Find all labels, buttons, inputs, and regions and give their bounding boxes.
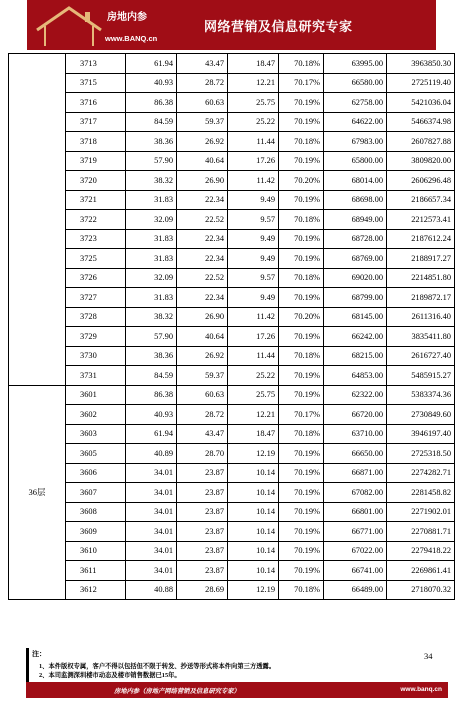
area-inner-cell: 40.64 [177, 327, 228, 347]
notes-section [26, 648, 421, 682]
header-banner [27, 0, 436, 50]
table-row [9, 561, 455, 581]
area-total-cell: 40.93 [126, 405, 177, 425]
unit-price-cell: 68014.00 [324, 171, 387, 191]
unit-code-cell: 3602 [66, 405, 126, 425]
area-shared-cell: 25.75 [228, 93, 279, 113]
usage-rate-cell: 70.18% [279, 268, 324, 288]
area-total-cell: 34.01 [126, 463, 177, 483]
area-inner-cell: 23.87 [177, 483, 228, 503]
unit-price-cell: 66650.00 [324, 444, 387, 464]
usage-rate-cell: 70.18% [279, 346, 324, 366]
area-shared-cell: 12.19 [228, 444, 279, 464]
unit-price-cell: 67082.00 [324, 483, 387, 503]
usage-rate-cell: 70.18% [279, 54, 324, 74]
total-price-cell: 2279418.22 [387, 541, 455, 561]
usage-rate-cell: 70.18% [279, 210, 324, 230]
area-total-cell: 86.38 [126, 93, 177, 113]
unit-price-cell: 66580.00 [324, 73, 387, 93]
area-shared-cell: 10.14 [228, 502, 279, 522]
unit-code-cell: 3611 [66, 561, 126, 581]
unit-price-cell: 62758.00 [324, 93, 387, 113]
unit-price-cell: 67983.00 [324, 132, 387, 152]
usage-rate-cell: 70.18% [279, 132, 324, 152]
usage-rate-cell: 70.19% [279, 190, 324, 210]
area-total-cell: 31.83 [126, 229, 177, 249]
unit-code-cell: 3723 [66, 229, 126, 249]
total-price-cell: 3963850.30 [387, 54, 455, 74]
area-shared-cell: 9.49 [228, 229, 279, 249]
table-row [9, 385, 455, 405]
area-shared-cell: 9.49 [228, 288, 279, 308]
total-price-cell: 2274282.71 [387, 463, 455, 483]
table-row [9, 229, 455, 249]
area-inner-cell: 43.47 [177, 54, 228, 74]
area-shared-cell: 12.21 [228, 73, 279, 93]
area-total-cell: 57.90 [126, 151, 177, 171]
area-shared-cell: 25.75 [228, 385, 279, 405]
area-inner-cell: 22.34 [177, 288, 228, 308]
area-inner-cell: 59.37 [177, 112, 228, 132]
area-inner-cell: 26.92 [177, 346, 228, 366]
area-shared-cell: 18.47 [228, 54, 279, 74]
area-total-cell: 34.01 [126, 483, 177, 503]
area-inner-cell: 28.72 [177, 405, 228, 425]
unit-price-cell: 64622.00 [324, 112, 387, 132]
total-price-cell: 2725119.40 [387, 73, 455, 93]
unit-code-cell: 3612 [66, 580, 126, 600]
area-total-cell: 40.88 [126, 580, 177, 600]
brand-name: 房地内参 [107, 12, 147, 23]
unit-price-cell: 66801.00 [324, 502, 387, 522]
unit-code-cell: 3722 [66, 210, 126, 230]
total-price-cell: 2270881.71 [387, 522, 455, 542]
area-total-cell: 34.01 [126, 522, 177, 542]
table-row [9, 424, 455, 444]
floor-label [9, 54, 66, 386]
area-total-cell: 40.89 [126, 444, 177, 464]
table-row [9, 483, 455, 503]
unit-code-cell: 3601 [66, 385, 126, 405]
footer-url: www.banq.cn [400, 686, 442, 693]
usage-rate-cell: 70.19% [279, 541, 324, 561]
area-inner-cell: 23.87 [177, 541, 228, 561]
total-price-cell: 5383374.36 [387, 385, 455, 405]
total-price-cell: 3835411.80 [387, 327, 455, 347]
unit-price-cell: 68215.00 [324, 346, 387, 366]
table-row [9, 346, 455, 366]
area-inner-cell: 23.87 [177, 522, 228, 542]
unit-code-cell: 3726 [66, 268, 126, 288]
area-shared-cell: 25.22 [228, 366, 279, 386]
total-price-cell: 2214851.80 [387, 268, 455, 288]
unit-code-cell: 3609 [66, 522, 126, 542]
total-price-cell: 2271902.01 [387, 502, 455, 522]
total-price-cell: 2611316.40 [387, 307, 455, 327]
unit-code-cell: 3717 [66, 112, 126, 132]
area-shared-cell: 11.44 [228, 132, 279, 152]
area-total-cell: 38.36 [126, 346, 177, 366]
area-shared-cell: 17.26 [228, 327, 279, 347]
total-price-cell: 5466374.98 [387, 112, 455, 132]
notes-line-2: 2、本司监测深圳楼市动态及楼市销售数据已15年。 [39, 672, 181, 679]
unit-price-cell: 68728.00 [324, 229, 387, 249]
unit-code-cell: 3728 [66, 307, 126, 327]
unit-price-cell: 68145.00 [324, 307, 387, 327]
unit-price-cell: 66489.00 [324, 580, 387, 600]
unit-price-table [8, 53, 455, 600]
total-price-cell: 2269861.41 [387, 561, 455, 581]
area-shared-cell: 10.14 [228, 541, 279, 561]
unit-code-cell: 3729 [66, 327, 126, 347]
unit-code-cell: 3730 [66, 346, 126, 366]
brand-url: www.BANQ.cn [105, 34, 158, 43]
unit-code-cell: 3608 [66, 502, 126, 522]
usage-rate-cell: 70.19% [279, 229, 324, 249]
table-body [9, 54, 455, 600]
unit-price-cell: 66771.00 [324, 522, 387, 542]
usage-rate-cell: 70.20% [279, 307, 324, 327]
area-total-cell: 32.09 [126, 210, 177, 230]
total-price-cell: 3809820.00 [387, 151, 455, 171]
area-shared-cell: 11.42 [228, 171, 279, 191]
area-inner-cell: 22.52 [177, 268, 228, 288]
usage-rate-cell: 70.19% [279, 502, 324, 522]
area-total-cell: 34.01 [126, 541, 177, 561]
area-shared-cell: 12.19 [228, 580, 279, 600]
area-shared-cell: 11.44 [228, 346, 279, 366]
total-price-cell: 2188917.27 [387, 249, 455, 269]
table-row [9, 73, 455, 93]
table-row [9, 132, 455, 152]
unit-code-cell: 3725 [66, 249, 126, 269]
total-price-cell: 2616727.40 [387, 346, 455, 366]
usage-rate-cell: 70.19% [279, 463, 324, 483]
area-shared-cell: 25.22 [228, 112, 279, 132]
unit-code-cell: 3607 [66, 483, 126, 503]
total-price-cell: 2725318.50 [387, 444, 455, 464]
area-inner-cell: 28.72 [177, 73, 228, 93]
unit-price-table-container [8, 53, 454, 600]
area-shared-cell: 10.14 [228, 463, 279, 483]
unit-price-cell: 68769.00 [324, 249, 387, 269]
area-total-cell: 38.32 [126, 171, 177, 191]
footer-bar [26, 682, 448, 698]
area-inner-cell: 26.90 [177, 307, 228, 327]
unit-price-cell: 66871.00 [324, 463, 387, 483]
unit-price-cell: 68949.00 [324, 210, 387, 230]
area-inner-cell: 60.63 [177, 385, 228, 405]
area-shared-cell: 10.14 [228, 522, 279, 542]
total-price-cell: 3946197.40 [387, 424, 455, 444]
area-shared-cell: 9.57 [228, 210, 279, 230]
area-total-cell: 31.83 [126, 249, 177, 269]
area-total-cell: 61.94 [126, 54, 177, 74]
total-price-cell: 2607827.88 [387, 132, 455, 152]
unit-code-cell: 3610 [66, 541, 126, 561]
usage-rate-cell: 70.19% [279, 93, 324, 113]
area-total-cell: 40.93 [126, 73, 177, 93]
area-inner-cell: 28.70 [177, 444, 228, 464]
area-shared-cell: 9.49 [228, 190, 279, 210]
table-row [9, 366, 455, 386]
unit-code-cell: 3715 [66, 73, 126, 93]
area-shared-cell: 9.57 [228, 268, 279, 288]
total-price-cell: 2718070.32 [387, 580, 455, 600]
area-inner-cell: 23.87 [177, 463, 228, 483]
table-row [9, 54, 455, 74]
footer-text: 房地内参（房地产网络营销及信息研究专家） [114, 688, 240, 695]
area-shared-cell: 9.49 [228, 249, 279, 269]
unit-price-cell: 66741.00 [324, 561, 387, 581]
table-row [9, 171, 455, 191]
usage-rate-cell: 70.20% [279, 171, 324, 191]
usage-rate-cell: 70.19% [279, 483, 324, 503]
table-row [9, 580, 455, 600]
area-inner-cell: 59.37 [177, 366, 228, 386]
unit-code-cell: 3718 [66, 132, 126, 152]
table-row [9, 93, 455, 113]
usage-rate-cell: 70.17% [279, 405, 324, 425]
area-inner-cell: 26.92 [177, 132, 228, 152]
total-price-cell: 2606296.48 [387, 171, 455, 191]
page-number: 34 [424, 651, 433, 661]
area-total-cell: 61.94 [126, 424, 177, 444]
unit-price-cell: 66720.00 [324, 405, 387, 425]
unit-price-cell: 68799.00 [324, 288, 387, 308]
unit-code-cell: 3606 [66, 463, 126, 483]
usage-rate-cell: 70.19% [279, 112, 324, 132]
unit-code-cell: 3721 [66, 190, 126, 210]
table-row [9, 307, 455, 327]
usage-rate-cell: 70.19% [279, 444, 324, 464]
area-total-cell: 84.59 [126, 366, 177, 386]
area-total-cell: 32.09 [126, 268, 177, 288]
table-row [9, 112, 455, 132]
unit-code-cell: 3731 [66, 366, 126, 386]
area-inner-cell: 26.90 [177, 171, 228, 191]
table-row [9, 268, 455, 288]
total-price-cell: 2189872.17 [387, 288, 455, 308]
unit-code-cell: 3603 [66, 424, 126, 444]
unit-price-cell: 69020.00 [324, 268, 387, 288]
area-total-cell: 34.01 [126, 561, 177, 581]
area-total-cell: 31.83 [126, 288, 177, 308]
unit-code-cell: 3720 [66, 171, 126, 191]
usage-rate-cell: 70.19% [279, 561, 324, 581]
unit-price-cell: 63995.00 [324, 54, 387, 74]
area-shared-cell: 17.26 [228, 151, 279, 171]
table-row [9, 151, 455, 171]
area-total-cell: 38.36 [126, 132, 177, 152]
table-row [9, 327, 455, 347]
unit-code-cell: 3719 [66, 151, 126, 171]
usage-rate-cell: 70.19% [279, 288, 324, 308]
usage-rate-cell: 70.19% [279, 366, 324, 386]
area-shared-cell: 10.14 [228, 561, 279, 581]
unit-price-cell: 63710.00 [324, 424, 387, 444]
area-inner-cell: 22.34 [177, 229, 228, 249]
area-total-cell: 86.38 [126, 385, 177, 405]
area-inner-cell: 22.34 [177, 190, 228, 210]
unit-price-cell: 62322.00 [324, 385, 387, 405]
unit-price-cell: 65800.00 [324, 151, 387, 171]
table-row [9, 541, 455, 561]
area-inner-cell: 23.87 [177, 502, 228, 522]
total-price-cell: 2212573.41 [387, 210, 455, 230]
usage-rate-cell: 70.18% [279, 580, 324, 600]
table-row [9, 288, 455, 308]
total-price-cell: 2281458.82 [387, 483, 455, 503]
area-shared-cell: 11.42 [228, 307, 279, 327]
usage-rate-cell: 70.17% [279, 73, 324, 93]
unit-price-cell: 66242.00 [324, 327, 387, 347]
usage-rate-cell: 70.19% [279, 249, 324, 269]
notes-line-1: 1、本件版权专属，客户不得以包括但不限于转发、抄送等形式将本件向第三方透露。 [39, 663, 276, 670]
usage-rate-cell: 70.19% [279, 327, 324, 347]
unit-code-cell: 3605 [66, 444, 126, 464]
table-row [9, 444, 455, 464]
table-row [9, 405, 455, 425]
unit-price-cell: 68698.00 [324, 190, 387, 210]
total-price-cell: 2187612.24 [387, 229, 455, 249]
unit-code-cell: 3716 [66, 93, 126, 113]
area-inner-cell: 23.87 [177, 561, 228, 581]
header-slogan: 网络营销及信息研究专家 [204, 20, 353, 35]
total-price-cell: 5485915.27 [387, 366, 455, 386]
area-shared-cell: 12.21 [228, 405, 279, 425]
area-total-cell: 34.01 [126, 502, 177, 522]
usage-rate-cell: 70.19% [279, 522, 324, 542]
unit-code-cell: 3713 [66, 54, 126, 74]
table-row [9, 502, 455, 522]
usage-rate-cell: 70.18% [279, 424, 324, 444]
area-inner-cell: 43.47 [177, 424, 228, 444]
area-inner-cell: 22.34 [177, 249, 228, 269]
area-inner-cell: 40.64 [177, 151, 228, 171]
area-shared-cell: 10.14 [228, 483, 279, 503]
usage-rate-cell: 70.19% [279, 385, 324, 405]
total-price-cell: 2186657.34 [387, 190, 455, 210]
unit-code-cell: 3727 [66, 288, 126, 308]
floor-label: 36层 [9, 385, 66, 600]
total-price-cell: 5421036.04 [387, 93, 455, 113]
table-row [9, 190, 455, 210]
area-inner-cell: 60.63 [177, 93, 228, 113]
area-total-cell: 31.83 [126, 190, 177, 210]
table-row [9, 249, 455, 269]
house-logo-icon [31, 4, 107, 48]
area-inner-cell: 28.69 [177, 580, 228, 600]
notes-title: 注： [32, 650, 46, 658]
table-row [9, 463, 455, 483]
table-row [9, 210, 455, 230]
unit-price-cell: 64853.00 [324, 366, 387, 386]
unit-price-cell: 67022.00 [324, 541, 387, 561]
area-inner-cell: 22.52 [177, 210, 228, 230]
area-total-cell: 57.90 [126, 327, 177, 347]
usage-rate-cell: 70.19% [279, 151, 324, 171]
table-row [9, 522, 455, 542]
area-total-cell: 84.59 [126, 112, 177, 132]
area-total-cell: 38.32 [126, 307, 177, 327]
total-price-cell: 2730849.60 [387, 405, 455, 425]
area-shared-cell: 18.47 [228, 424, 279, 444]
